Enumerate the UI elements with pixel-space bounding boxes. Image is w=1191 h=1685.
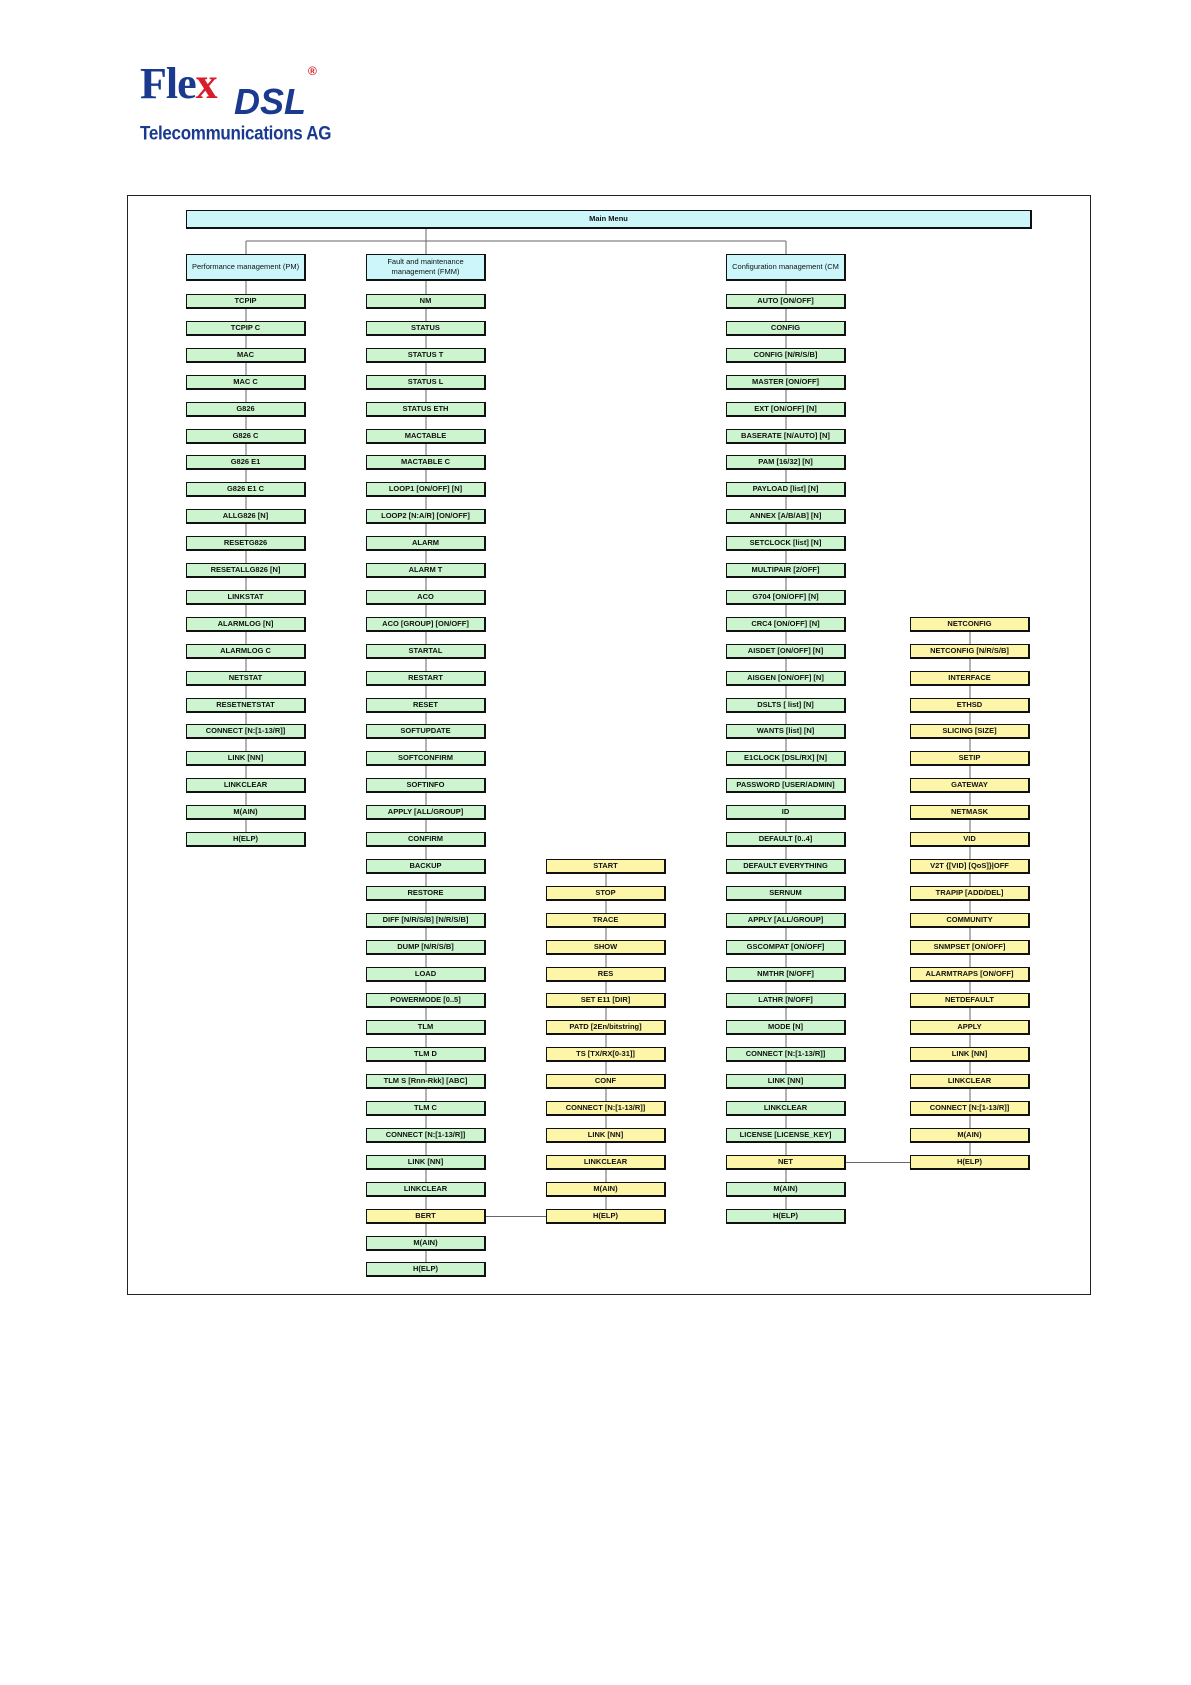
fmm-item-box: ALARM T xyxy=(366,563,486,578)
fmm-item-box: RESET xyxy=(366,698,486,713)
fmm-item-box: RESTART xyxy=(366,671,486,686)
bert-item-box: TS [TX/RX[0-31]] xyxy=(546,1047,666,1062)
cm-item-box: SERNUM xyxy=(726,886,846,901)
cm-item-box: APPLY [ALL/GROUP] xyxy=(726,913,846,928)
fmm-item-box: TLM C xyxy=(366,1101,486,1116)
cm-item-box: AUTO [ON/OFF] xyxy=(726,294,846,309)
pm-item-box: ALARMLOG [N] xyxy=(186,617,306,632)
pm-item-box: G826 E1 xyxy=(186,455,306,470)
fmm-item-box: STARTAL xyxy=(366,644,486,659)
fmm-item-box: M(AIN) xyxy=(366,1236,486,1251)
bert-item-box: TRACE xyxy=(546,913,666,928)
net-item-box: COMMUNITY xyxy=(910,913,1030,928)
cm-item-box: G704 [ON/OFF] [N] xyxy=(726,590,846,605)
pm-item-box: LINKCLEAR xyxy=(186,778,306,793)
pm-item-box: ALARMLOG C xyxy=(186,644,306,659)
cm-item-box: PASSWORD [USER/ADMIN] xyxy=(726,778,846,793)
fmm-item-box: TLM D xyxy=(366,1047,486,1062)
net-item-box: SLICING [SIZE] xyxy=(910,724,1030,739)
fmm-item-box: STATUS ETH xyxy=(366,402,486,417)
cm-item-box: NMTHR [N/OFF] xyxy=(726,967,846,982)
fmm-header-box: Fault and maintenance management (FMM) xyxy=(366,254,486,281)
net-item-box: VID xyxy=(910,832,1030,847)
main-menu-box: Main Menu xyxy=(186,210,1032,229)
fmm-item-box: CONNECT [N:[1-13/R]] xyxy=(366,1128,486,1143)
bert-item-box: CONF xyxy=(546,1074,666,1089)
fmm-item-box: SOFTCONFIRM xyxy=(366,751,486,766)
flexdsl-logo xyxy=(138,59,338,146)
cm-item-box: DSLTS [ list] [N] xyxy=(726,698,846,713)
cm-item-box: ANNEX [A/B/AB] [N] xyxy=(726,509,846,524)
logo-flex-text: Flex xyxy=(140,59,217,108)
bert-item-box: SHOW xyxy=(546,940,666,955)
net-item-box: LINK [NN] xyxy=(910,1047,1030,1062)
cm-item-box: EXT [ON/OFF] [N] xyxy=(726,402,846,417)
pm-item-box: M(AIN) xyxy=(186,805,306,820)
pm-item-box: NETSTAT xyxy=(186,671,306,686)
net-item-box: TRAPIP [ADD/DEL] xyxy=(910,886,1030,901)
net-item-box: NETDEFAULT xyxy=(910,993,1030,1008)
cm-item-box: E1CLOCK [DSL/RX] [N] xyxy=(726,751,846,766)
fmm-item-box: STATUS L xyxy=(366,375,486,390)
bert-item-box: START xyxy=(546,859,666,874)
fmm-item-box: ACO [GROUP] [ON/OFF] xyxy=(366,617,486,632)
fmm-item-box: STATUS xyxy=(366,321,486,336)
cm-header-box: Configuration management (CM xyxy=(726,254,846,281)
fmm-item-box: CONFIRM xyxy=(366,832,486,847)
net-item-box: V2T {[VID] [QoS]}|OFF xyxy=(910,859,1030,874)
fmm-item-box: LOAD xyxy=(366,967,486,982)
bert-item-box: M(AIN) xyxy=(546,1182,666,1197)
cm-item-box: LINK [NN] xyxy=(726,1074,846,1089)
cm-item-box: AISGEN [ON/OFF] [N] xyxy=(726,671,846,686)
fmm-item-box: LINK [NN] xyxy=(366,1155,486,1170)
logo-company-name: Telecommunications AG xyxy=(140,122,332,144)
cm-item-box: MULTIPAIR [2/OFF] xyxy=(726,563,846,578)
fmm-item-box: TLM xyxy=(366,1020,486,1035)
fmm-item-box: STATUS T xyxy=(366,348,486,363)
fmm-item-box: APPLY [ALL/GROUP] xyxy=(366,805,486,820)
cm-item-box: CONFIG [N/R/S/B] xyxy=(726,348,846,363)
cm-item-box: MASTER [ON/OFF] xyxy=(726,375,846,390)
pm-header-box: Performance management (PM) xyxy=(186,254,306,281)
fmm-item-box: RESTORE xyxy=(366,886,486,901)
fmm-item-box: BERT xyxy=(366,1209,486,1224)
cm-item-box: NET xyxy=(726,1155,846,1170)
pm-item-box: G826 E1 C xyxy=(186,482,306,497)
bert-item-box: RES xyxy=(546,967,666,982)
bert-item-box: H(ELP) xyxy=(546,1209,666,1224)
fmm-item-box: LOOP1 [ON/OFF] [N] xyxy=(366,482,486,497)
net-item-box: LINKCLEAR xyxy=(910,1074,1030,1089)
cm-item-box: AISDET [ON/OFF] [N] xyxy=(726,644,846,659)
net-item-box: CONNECT [N:[1-13/R]] xyxy=(910,1101,1030,1116)
net-item-box: SETIP xyxy=(910,751,1030,766)
cm-item-box: ID xyxy=(726,805,846,820)
net-item-box: INTERFACE xyxy=(910,671,1030,686)
cm-item-box: DEFAULT [0..4] xyxy=(726,832,846,847)
cm-item-box: CONFIG xyxy=(726,321,846,336)
fmm-item-box: MACTABLE xyxy=(366,429,486,444)
cm-item-box: LATHR [N/OFF] xyxy=(726,993,846,1008)
cm-item-box: GSCOMPAT [ON/OFF] xyxy=(726,940,846,955)
fmm-item-box: LINKCLEAR xyxy=(366,1182,486,1197)
net-item-box: SNMPSET [ON/OFF] xyxy=(910,940,1030,955)
pm-item-box: CONNECT [N:[1-13/R]] xyxy=(186,724,306,739)
bert-item-box: LINK [NN] xyxy=(546,1128,666,1143)
fmm-item-box: BACKUP xyxy=(366,859,486,874)
fmm-item-box: SOFTUPDATE xyxy=(366,724,486,739)
pm-item-box: MAC xyxy=(186,348,306,363)
fmm-item-box: LOOP2 [N:A/R] [ON/OFF] xyxy=(366,509,486,524)
net-item-box: NETCONFIG xyxy=(910,617,1030,632)
cm-item-box: H(ELP) xyxy=(726,1209,846,1224)
net-item-box: NETCONFIG [N/R/S/B] xyxy=(910,644,1030,659)
cm-item-box: DEFAULT EVERYTHING xyxy=(726,859,846,874)
fmm-item-box: NM xyxy=(366,294,486,309)
cm-item-box: MODE [N] xyxy=(726,1020,846,1035)
bert-item-box: CONNECT [N:[1-13/R]] xyxy=(546,1101,666,1116)
pm-item-box: RESETNETSTAT xyxy=(186,698,306,713)
pm-item-box: TCPIP xyxy=(186,294,306,309)
net-item-box: M(AIN) xyxy=(910,1128,1030,1143)
net-item-box: ETHSD xyxy=(910,698,1030,713)
pm-item-box: ALLG826 [N] xyxy=(186,509,306,524)
logo-dsl-text: DSL xyxy=(234,81,306,122)
cm-item-box: LINKCLEAR xyxy=(726,1101,846,1116)
bert-item-box: PATD [2En/bitstring] xyxy=(546,1020,666,1035)
fmm-item-box: DUMP [N/R/S/B] xyxy=(366,940,486,955)
cm-item-box: M(AIN) xyxy=(726,1182,846,1197)
pm-item-box: LINK [NN] xyxy=(186,751,306,766)
pm-item-box: RESETALLG826 [N] xyxy=(186,563,306,578)
cm-item-box: PAM [16/32] [N] xyxy=(726,455,846,470)
net-item-box: GATEWAY xyxy=(910,778,1030,793)
fmm-item-box: ALARM xyxy=(366,536,486,551)
bert-item-box: SET E11 [DIR] xyxy=(546,993,666,1008)
pm-item-box: H(ELP) xyxy=(186,832,306,847)
pm-item-box: RESETG826 xyxy=(186,536,306,551)
net-item-box: ALARMTRAPS [ON/OFF] xyxy=(910,967,1030,982)
pm-item-box: G826 C xyxy=(186,429,306,444)
net-item-box: NETMASK xyxy=(910,805,1030,820)
cm-item-box: BASERATE [N/AUTO] [N] xyxy=(726,429,846,444)
fmm-item-box: ACO xyxy=(366,590,486,605)
cm-item-box: WANTS [list] [N] xyxy=(726,724,846,739)
fmm-item-box: MACTABLE C xyxy=(366,455,486,470)
fmm-item-box: POWERMODE [0..5] xyxy=(366,993,486,1008)
logo-registered-mark: ® xyxy=(308,64,317,78)
bert-item-box: LINKCLEAR xyxy=(546,1155,666,1170)
pm-item-box: LINKSTAT xyxy=(186,590,306,605)
cm-item-box: PAYLOAD [list] [N] xyxy=(726,482,846,497)
cm-item-box: SETCLOCK [list] [N] xyxy=(726,536,846,551)
pm-item-box: G826 xyxy=(186,402,306,417)
pm-item-box: MAC C xyxy=(186,375,306,390)
fmm-item-box: DIFF [N/R/S/B] [N/R/S/B] xyxy=(366,913,486,928)
net-item-box: H(ELP) xyxy=(910,1155,1030,1170)
bert-item-box: STOP xyxy=(546,886,666,901)
fmm-item-box: H(ELP) xyxy=(366,1262,486,1277)
net-item-box: APPLY xyxy=(910,1020,1030,1035)
cm-item-box: CONNECT [N:[1-13/R]] xyxy=(726,1047,846,1062)
cm-item-box: LICENSE [LICENSE_KEY] xyxy=(726,1128,846,1143)
fmm-item-box: TLM S [Rnn-Rkk] [ABC] xyxy=(366,1074,486,1089)
pm-item-box: TCPIP C xyxy=(186,321,306,336)
fmm-item-box: SOFTINFO xyxy=(366,778,486,793)
cm-item-box: CRC4 [ON/OFF] [N] xyxy=(726,617,846,632)
